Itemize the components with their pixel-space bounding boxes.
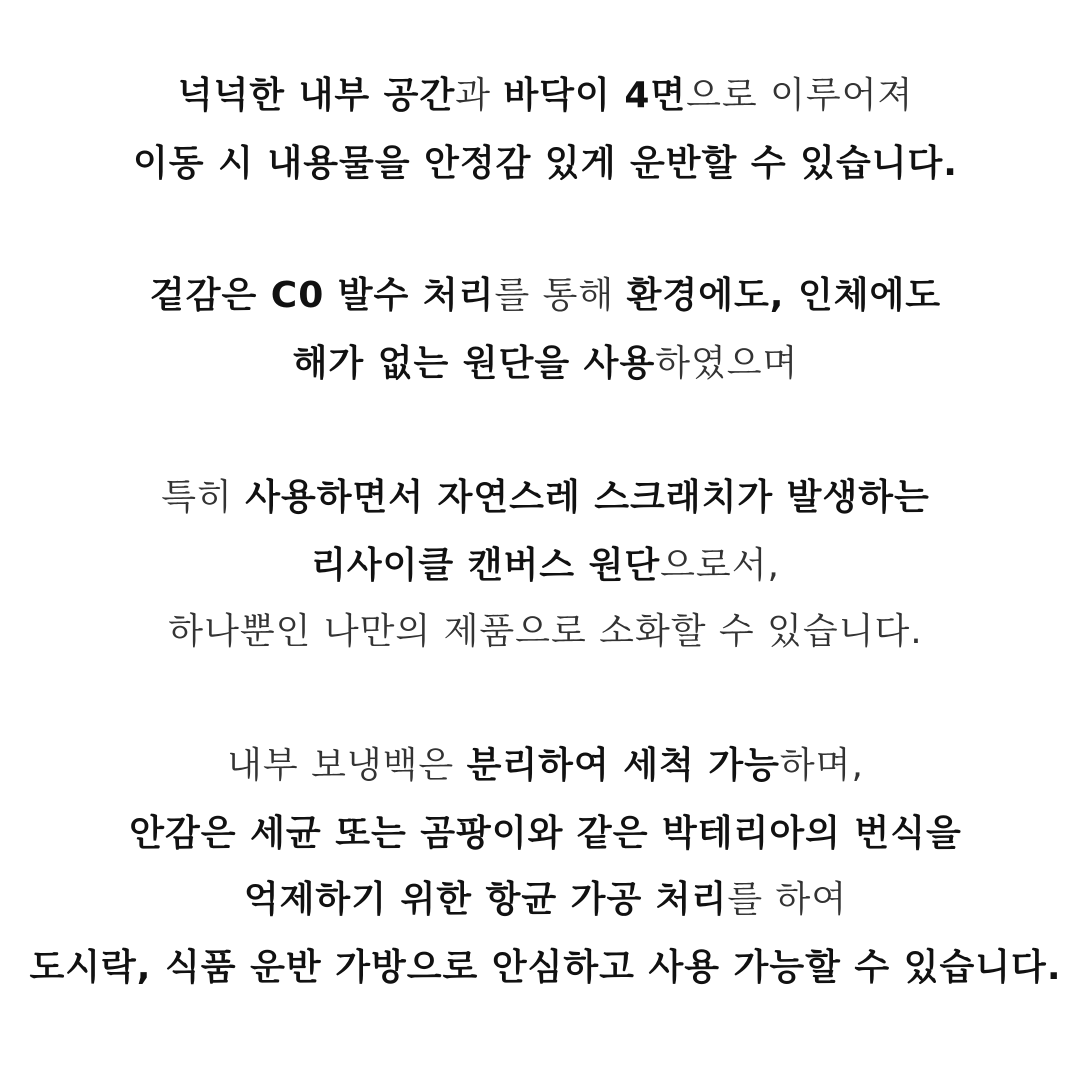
text-span: 도시락, 식품 운반 가방으로 안심하고 사용 가능할 수 있습니다. bbox=[29, 947, 1062, 988]
paragraph-1-line-2 bbox=[0, 140, 1091, 188]
text-span: 분리하여 세척 가능 bbox=[466, 745, 780, 786]
text-span: 이동 시 내용물을 안정감 있게 운반할 수 있습니다. bbox=[133, 143, 958, 184]
text-span: 를 통해 bbox=[494, 275, 627, 316]
text-span: 겉감은 C0 발수 처리 bbox=[149, 275, 495, 316]
text-span: 특히 bbox=[161, 477, 246, 518]
text-span: 억제하기 위한 항균 가공 처리 bbox=[243, 879, 728, 920]
text-span: 리사이클 캔버스 원단 bbox=[311, 545, 661, 586]
text-span: 넉넉한 내부 공간 bbox=[177, 75, 456, 116]
paragraph-4-line-1 bbox=[0, 742, 1091, 790]
text-span: 하나뿐인 나만의 제품으로 소화할 수 있습니다. bbox=[168, 611, 923, 652]
text-span: 내부 보냉백은 bbox=[227, 745, 467, 786]
text-span: 하며, bbox=[779, 745, 864, 786]
paragraph-2-line-2 bbox=[0, 340, 1091, 388]
text-span: 환경에도, 인체에도 bbox=[626, 275, 942, 316]
paragraph-4-line-3 bbox=[0, 876, 1091, 924]
text-span: 과 bbox=[455, 75, 504, 116]
text-span: 안감은 세균 또는 곰팡이와 같은 박테리아의 번식을 bbox=[129, 813, 962, 854]
text-span: 으로서, bbox=[660, 545, 780, 586]
paragraph-4-line-4 bbox=[0, 944, 1091, 992]
text-span: 사용하면서 자연스레 스크래치가 발생하는 bbox=[245, 477, 930, 518]
text-span: 해가 없는 원단을 사용 bbox=[292, 343, 656, 384]
text-span: 으로 이루어져 bbox=[686, 75, 914, 116]
paragraph-2-line-1 bbox=[0, 272, 1091, 320]
paragraph-3-line-3 bbox=[0, 608, 1091, 656]
paragraph-4-line-2 bbox=[0, 810, 1091, 858]
text-span: 하였으며 bbox=[655, 343, 799, 384]
paragraph-3-line-2 bbox=[0, 542, 1091, 590]
text-span: 를 하여 bbox=[727, 879, 848, 920]
text-span: 바닥이 4면 bbox=[503, 75, 687, 116]
paragraph-3-line-1 bbox=[0, 474, 1091, 522]
paragraph-1-line-1 bbox=[0, 72, 1091, 120]
